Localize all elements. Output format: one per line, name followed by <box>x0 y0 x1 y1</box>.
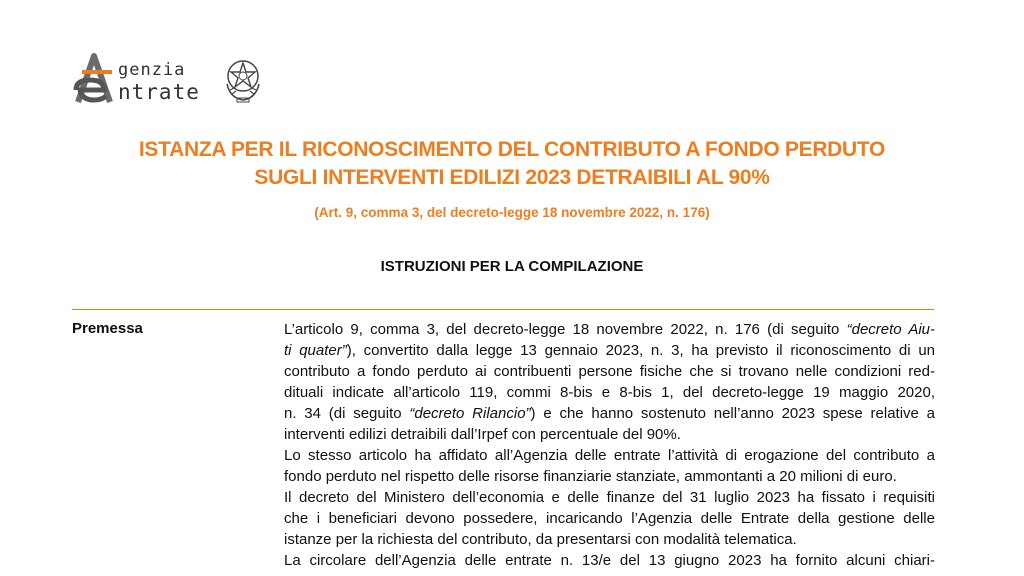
text-line: interventi edilizi detraibili dall’Irpef con percentuale del 90%. <box>284 426 681 443</box>
text-line: istanze per la richiesta del contributo, da presentarsi con modalità telematica. <box>284 531 797 548</box>
text-line: La circolare dell’Agenzia delle entrate n. 13/e del 13 giugno 2023 ha fornito alcuni chiari- <box>284 552 935 569</box>
logo-text-entrate: ntrate <box>118 80 200 104</box>
text-line: Il decreto del Ministero dell’economia e delle finanze del 31 luglio 2023 ha fissato i requisiti <box>284 489 935 506</box>
section-title: ISTRUZIONI PER LA COMPILAZIONE <box>380 258 644 275</box>
agenzia-entrate-logo-icon <box>72 52 116 106</box>
premessa-body-text <box>284 319 935 571</box>
section-divider <box>72 309 934 310</box>
text-line: L’articolo 9, comma 3, del decreto-legge 18 novembre 2022, n. 176 (di seguito “decreto Aiu- <box>284 321 935 338</box>
document-title-line1: ISTANZA PER IL RICONOSCIMENTO DEL CONTRIBUTO A FONDO PERDUTO <box>138 138 886 161</box>
document-title-line2: SUGLI INTERVENTI EDILIZI 2023 DETRAIBILI AL 90% <box>254 166 770 189</box>
text-line: n. 34 (di seguito “decreto Rilancio”) e che hanno sostenuto nell’anno 2023 spese relative a <box>284 405 936 422</box>
side-label-premessa: Premessa <box>72 320 143 337</box>
text-line: contributo a fondo perduto ai contribuenti persone fisiche che si trovano nelle condizioni red- <box>284 363 935 380</box>
italian-republic-emblem-icon <box>222 54 264 104</box>
document-title <box>0 136 1024 192</box>
text-line: fondo perduto nel rispetto delle risorse finanziarie stanziate, ammontanti a 20 milioni di euro. <box>284 468 897 485</box>
text-line: ti quater”), convertito dalla legge 13 gennaio 2023, n. 3, ha previsto il riconoscimento di un <box>284 342 936 359</box>
text-line: dituali indicate all’articolo 119, commi 8-bis e 8-bis 1, del decreto-legge 19 maggio 2020, <box>284 384 935 401</box>
document-subtitle: (Art. 9, comma 3, del decreto-legge 18 novembre 2022, n. 176) <box>314 205 710 220</box>
text-line: Lo stesso articolo ha affidato all’Agenzia delle entrate l’attività di erogazione del contributo a <box>284 447 935 464</box>
logo-text-agenzia: genzia <box>118 60 186 80</box>
text-line: che i beneficiari devono possedere, incaricando l’Agenzia delle Entrate della gestione delle <box>284 510 935 527</box>
